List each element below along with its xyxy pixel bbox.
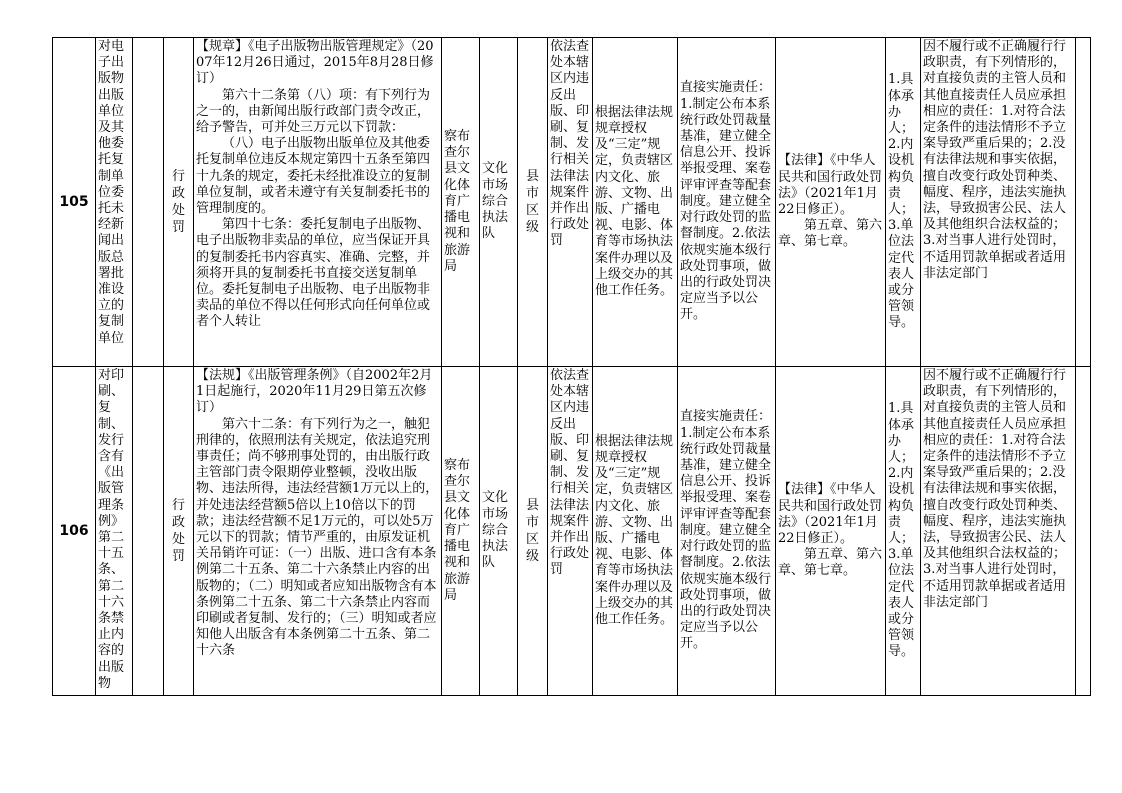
basis-paragraph: 第六十二条第（八）项：有下列行为之一的，由新闻出版行政部门责令改正，给予警告，可并处三万元以下罚款： bbox=[196, 87, 431, 136]
basis-paragraph: （八）电子出版物出版单位及其他委托复制单位违反本规定第四十五条至第四十九条的规定，委托未经批准设立的复制单位复制，或者未遵守有关复制委托书的管理制度的。 bbox=[196, 136, 431, 217]
basis-paragraph: 第四十七条：委托复制电子出版物、电子出版物非卖品的单位，应当保证开具的复制委托书内容真实、准确、完整，并须将开具的复制委托书直接交送复制单位。委托复制电子出版物、电子出版物非卖品的单位不得以任何形式向任何单位或者个人转让 bbox=[196, 217, 431, 330]
accountability-chapters: 第五章、第六章、第七章。 bbox=[778, 547, 883, 579]
executor-cell: 文化市场综合执法队 bbox=[480, 367, 518, 696]
accountability-chapters: 第五章、第六章、第七章。 bbox=[778, 218, 883, 250]
accountability-circumstances-cell: 因不履行或不正确履行行政职责，有下列情形的，对直接负责的主管人员和其他直接责任人员应承担相应的责任：1.对符合法定条件的违法情形不予立案导致严重后果的；2.没有法律法规和事实依据，擅自改变行政处罚种类、幅度、程序，违法实施执法，导致损害公民、法人及其他组织合法权益的；3.对当事人进行处罚时，不适用罚款单据或者适用非法定部门 bbox=[921, 38, 1076, 367]
table-row bbox=[53, 38, 1091, 367]
authorization-cell: 根据法律法规规章授权及“三定”规定，负责辖区内文化、旅游、文物、出版、广播电视、电影、体育等市场执法案件办理以及上级交办的其他工作任务。 bbox=[593, 367, 678, 696]
accountability-basis-cell bbox=[776, 38, 886, 367]
level-cell: 县市区级 bbox=[518, 38, 548, 367]
blank-cell bbox=[1076, 38, 1091, 367]
row-number-cell: 105 bbox=[53, 38, 96, 367]
table-row bbox=[53, 367, 1091, 696]
responsibility-cell: 直接实施责任：1.制定公布本系统行政处罚裁量基准，建立健全信息公开、投诉举报受理、案卷评审评查等配套制度。建立健全对行政处罚的监督制度。2.依法依规实施本级行政处罚事项，做出的行政处罚决定应当予以公开。 bbox=[678, 367, 776, 696]
responsible-subjects-cell: 1.具体承办人；2.内设机构负责人；3.单位法定代表人或分管领导。 bbox=[886, 38, 921, 367]
accountability-basis-cell bbox=[776, 367, 886, 696]
row-number-cell: 106 bbox=[53, 367, 96, 696]
basis-paragraph: 第六十二条：有下列行为之一，触犯刑律的，依照刑法有关规定，依法追究刑事责任；尚不够刑事处罚的，由出版行政主管部门责令限期停业整顿，没收出版物、违法所得，违法经营额1万元以上的，并处违法经营额5倍以上10倍以下的罚款；违法经营额不足1万元的，可以处5万元以下的罚款；情节严重的，由原发证机关吊销许可证：（一）出版、进口含有本条例第二十五条、第二十六条禁止内容的出版物的；（二）明知或者应知出版物含有本条例第二十五条、第二十六条禁止内容而印刷或者复制、发行的；（三）明知或者应知他人出版含有本条例第二十五条、第二十六条 bbox=[196, 416, 439, 659]
executor-cell: 文化市场综合执法队 bbox=[480, 38, 518, 367]
blank-cell bbox=[133, 367, 164, 696]
scope-cell: 依法查处本辖区内违反出版、印刷、复制、发行相关法律法规案件并作出行政处罚 bbox=[548, 367, 593, 696]
authorization-cell: 根据法律法规规章授权及“三定”规定，负责辖区内文化、旅游、文物、出版、广播电视、电影、体育等市场执法案件办理以及上级交办的其他工作任务。 bbox=[593, 38, 678, 367]
enforcement-table-sheet bbox=[52, 37, 1090, 695]
responsibility-cell: 直接实施责任：1.制定公布本系统行政处罚裁量基准，建立健全信息公开、投诉举报受理、案卷评审评查等配套制度。建立健全对行政处罚的监督制度。2.依法依规实施本级行政处罚事项，做出的行政处罚决定应当予以公开。 bbox=[678, 38, 776, 367]
legal-basis-cell bbox=[194, 367, 442, 696]
responsible-subjects-cell: 1.具体承办人；2.内设机构负责人；3.单位法定代表人或分管领导。 bbox=[886, 367, 921, 696]
legal-basis-cell bbox=[194, 38, 442, 367]
basis-heading: 【规章】《电子出版物出版管理规定》（2007年12月26日通过，2015年8月28日修订） bbox=[196, 39, 434, 87]
accountability-circumstances-cell: 因不履行或不正确履行行政职责，有下列情形的，对直接负责的主管人员和其他直接责任人员应承担相应的责任：1.对符合法定条件的违法情形不予立案导致严重后果的；2.没有法律法规和事实依据，擅自改变行政处罚种类、幅度、程序，违法实施执法，导致损害公民、法人及其他组织合法权益的；3.对当事人进行处罚时，不适用罚款单据或者适用非法定部门 bbox=[921, 367, 1076, 696]
item-name-cell: 对印刷、复制、发行含有《出版管理条例》第二十五条、第二十六条禁止内容的出版物 bbox=[96, 367, 133, 696]
basis-heading: 【法规】《出版管理条例》（自2002年2月1日起施行，2020年11月29日第五次修订） bbox=[196, 368, 433, 416]
blank-cell bbox=[133, 38, 164, 367]
scope-cell: 依法查处本辖区内违反出版、印刷、复制、发行相关法律法规案件并作出行政处罚 bbox=[548, 38, 593, 367]
category-cell: 行政处罚 bbox=[164, 38, 194, 367]
power-list-table bbox=[52, 37, 1091, 696]
blank-cell bbox=[1076, 367, 1091, 696]
category-cell: 行政处罚 bbox=[164, 367, 194, 696]
agency-cell: 察布查尔县文化体育广播电视和旅游局 bbox=[442, 38, 480, 367]
level-cell: 县市区级 bbox=[518, 367, 548, 696]
agency-cell: 察布查尔县文化体育广播电视和旅游局 bbox=[442, 367, 480, 696]
item-name-cell: 对电子出版物出版单位及其他委托复制单位委托未经新闻出版总署批准设立的复制单位 bbox=[96, 38, 133, 367]
accountability-law: 【法律】《中华人民共和国行政处罚法》（2021年1月22日修正）。 bbox=[778, 482, 883, 546]
accountability-law: 【法律】《中华人民共和国行政处罚法》（2021年1月22日修正）。 bbox=[778, 153, 883, 217]
